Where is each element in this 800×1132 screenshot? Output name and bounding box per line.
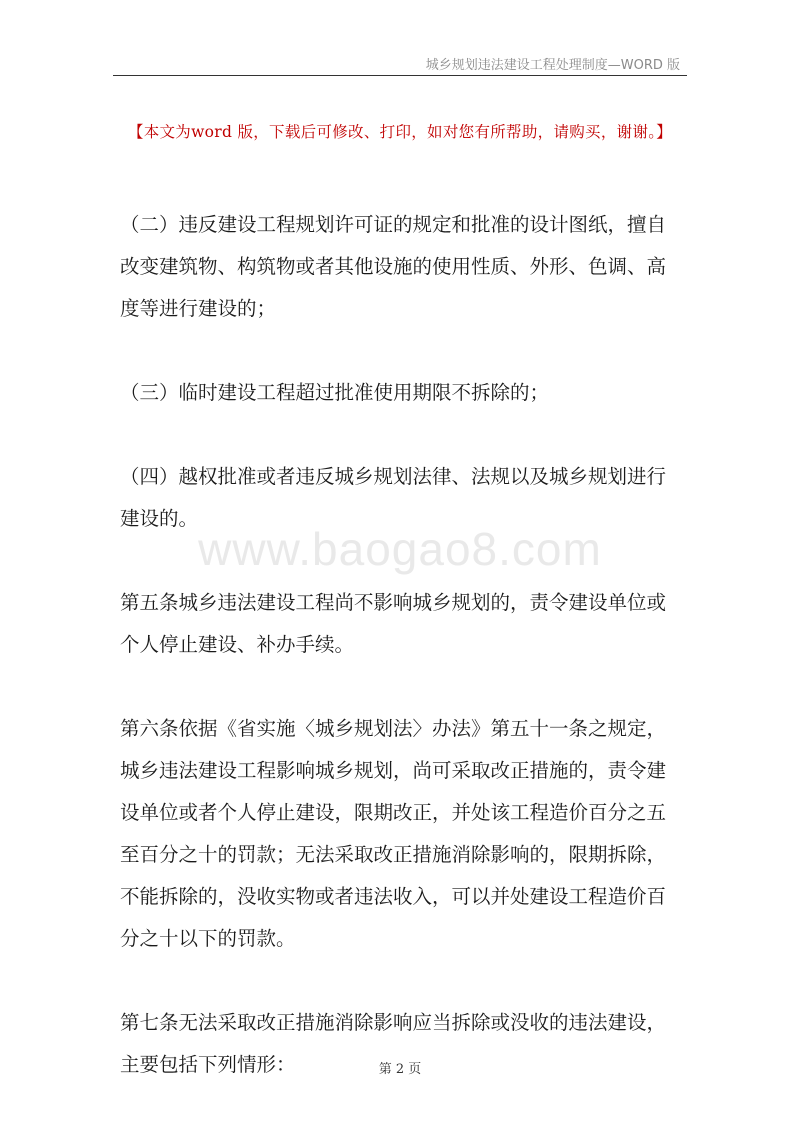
paragraph-item-2: （二）违反建设工程规划许可证的规定和批准的设计图纸，擅自改变建筑物、构筑物或者其他设施的使用性质、外形、色调、高度等进行建设的； [120,213,667,320]
header-divider [113,75,687,76]
word-version-notice: 【本文为word 版，下载后可修改、打印，如对您有所帮助，请购买，谢谢。】 [127,123,673,141]
running-header: 城乡规划违法建设工程处理制度—WORD 版 [425,58,680,73]
paragraph-item-4: （四）越权批准或者违反城乡规划法律、法规以及城乡规划进行建设的。 [120,465,667,530]
watermark: www.baogao8.com [198,523,602,575]
paragraph-item-3: （三）临时建设工程超过批准使用期限不拆除的； [120,381,550,404]
document-body [120,204,684,1086]
paragraph-article-7: 第七条无法采取改正措施消除影响应当拆除或没收的违法建设，主要包括下列情形： [120,1011,667,1076]
page-number: 第 2 页 [378,1062,422,1077]
paragraph-article-6: 第六条依据《省实施〈城乡规划法〉办法》第五十一条之规定，城乡违法建设工程影响城乡规划，尚可采取改正措施的，责令建设单位或者个人停止建设，限期改正，并处该工程造价百分之五至百分之十的罚款；无法采取改正措施消除影响的，限期拆除，不能拆除的，没收实物或者违法收入，可以并处建设工程造价百分之十以下的罚款。 [120,717,667,950]
paragraph-article-5: 第五条城乡违法建设工程尚不影响城乡规划的，责令建设单位或个人停止建设、补办手续。 [120,591,667,656]
